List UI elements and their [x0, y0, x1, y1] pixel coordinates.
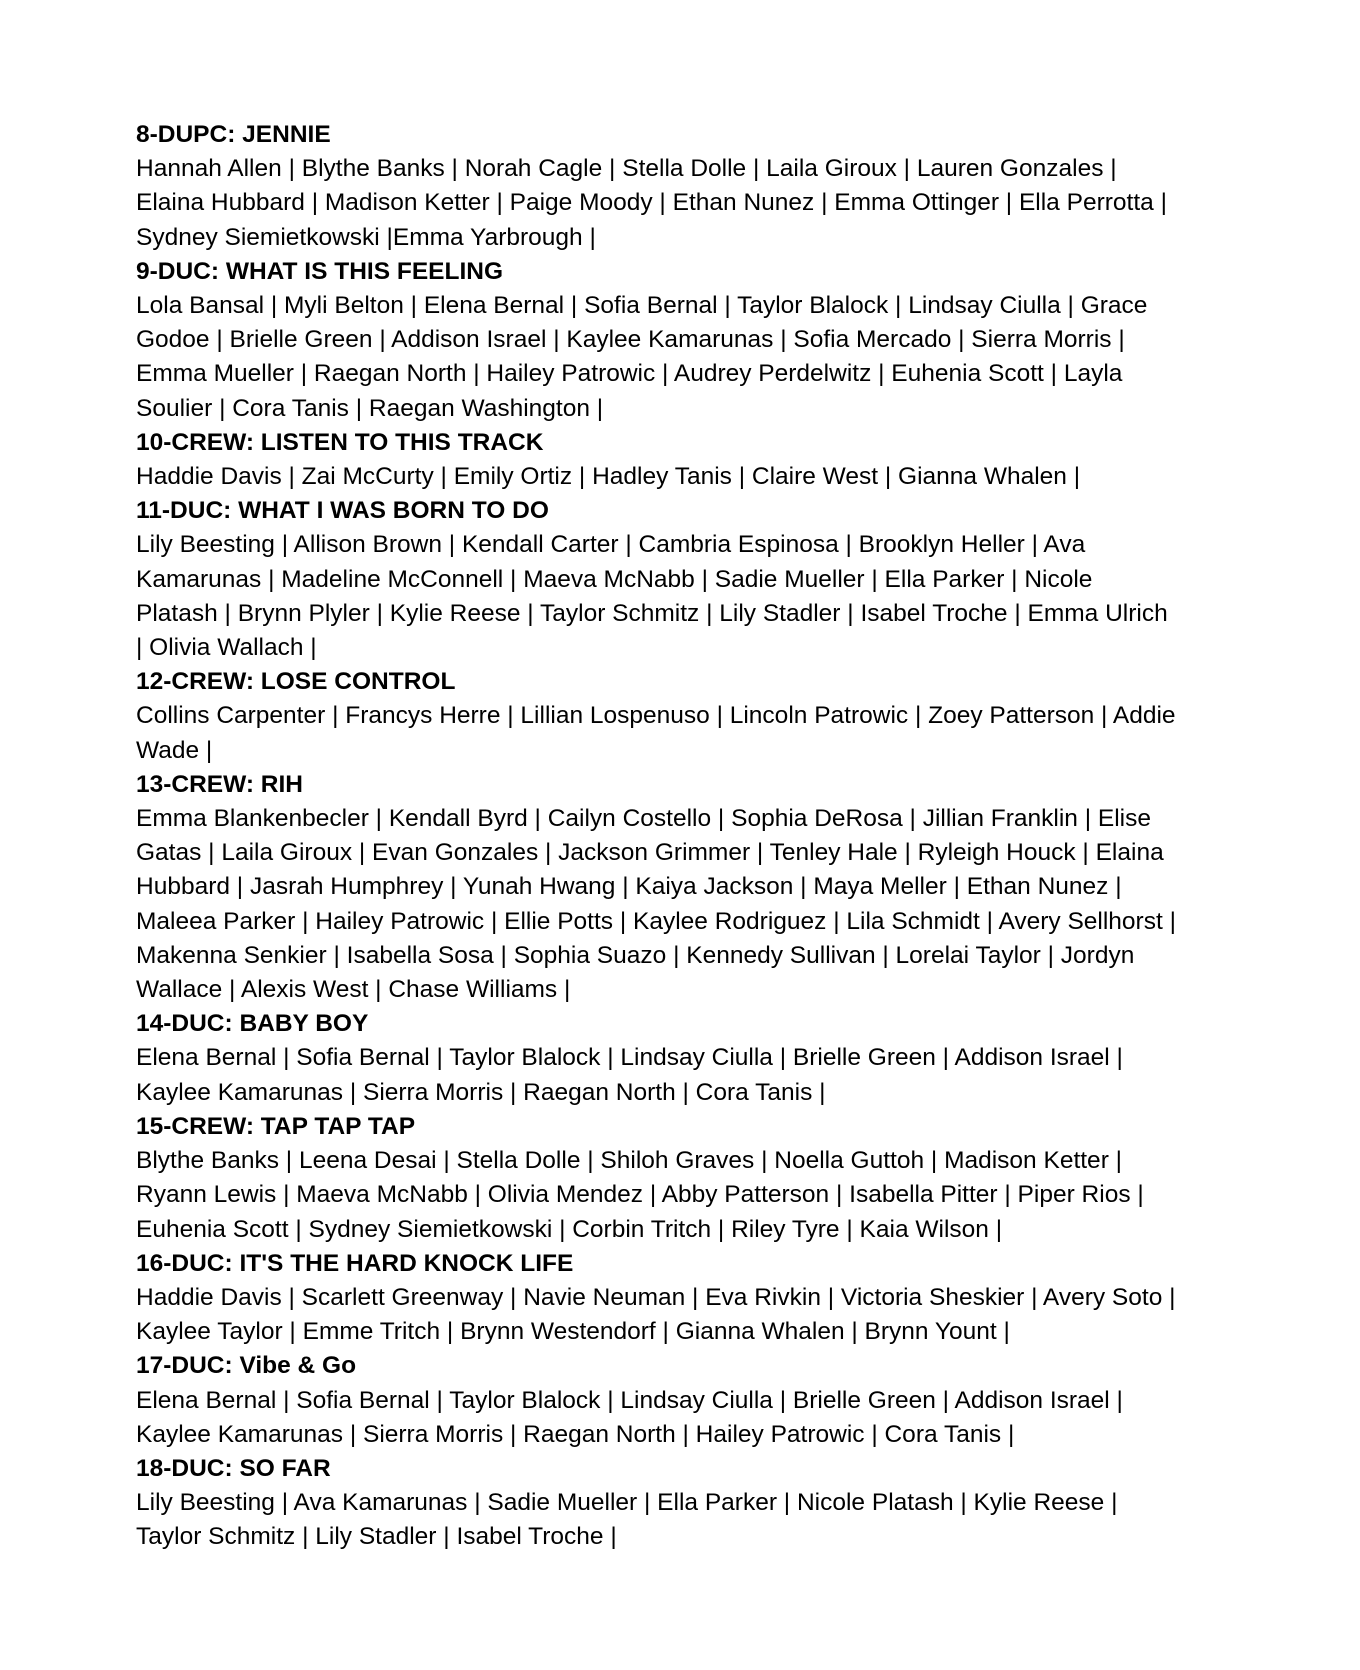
dancer-names-line: Sydney Siemietkowski |Emma Yarbrough |	[136, 223, 596, 251]
routine-section	[136, 665, 1236, 768]
dancer-names-line: Platash | Brynn Plyler | Kylie Reese | Taylor Schmitz | Lily Stadler | Isabel Troche | Emma Ulrich	[136, 599, 1168, 627]
dancer-names-line: Collins Carpenter | Francys Herre | Lillian Lospenuso | Lincoln Patrowic | Zoey Patterson | Addie	[136, 702, 1176, 730]
dancer-names-line: Lily Beesting | Allison Brown | Kendall Carter | Cambria Espinosa | Brooklyn Heller | Ava	[136, 531, 1086, 559]
dancer-names-line: Soulier | Cora Tanis | Raegan Washington |	[136, 394, 604, 422]
dancer-names-line: Kamarunas | Madeline McConnell | Maeva McNabb | Sadie Mueller | Ella Parker | Nicole	[136, 565, 1093, 593]
dancer-names-line: Blythe Banks | Leena Desai | Stella Dolle | Shiloh Graves | Noella Guttoh | Madison Ketter |	[136, 1147, 1123, 1175]
dancer-names-line: Emma Blankenbecler | Kendall Byrd | Cailyn Costello | Sophia DeRosa | Jillian Franklin | Elise	[136, 805, 1151, 833]
routine-section	[136, 118, 1236, 255]
dancer-names-line: Haddie Davis | Zai McCurty | Emily Ortiz | Hadley Tanis | Claire West | Gianna Whalen |	[136, 463, 1081, 491]
dancer-names-line: Elena Bernal | Sofia Bernal | Taylor Blalock | Lindsay Ciulla | Brielle Green | Addison Israel |	[136, 1044, 1123, 1072]
routine-section	[136, 1349, 1236, 1452]
dancer-names-line: Lola Bansal | Myli Belton | Elena Bernal | Sofia Bernal | Taylor Blalock | Lindsay Ciulla | Grace	[136, 292, 1148, 320]
routine-section	[136, 426, 1236, 494]
dancer-names-line: Taylor Schmitz | Lily Stadler | Isabel Troche |	[136, 1523, 617, 1551]
dancer-names-line: Kaylee Taylor | Emme Tritch | Brynn Westendorf | Gianna Whalen | Brynn Yount |	[136, 1318, 1010, 1346]
routine-heading: 17-DUC: Vibe & Go	[136, 1352, 357, 1380]
routine-heading: 8-DUPC: JENNIE	[136, 121, 331, 148]
routine-section	[136, 768, 1236, 1007]
routine-heading: 9-DUC: WHAT IS THIS FEELING	[136, 257, 504, 285]
dancer-names-line: Ryann Lewis | Maeva McNabb | Olivia Mendez | Abby Patterson | Isabella Pitter | Piper Rios |	[136, 1181, 1144, 1209]
dancer-names-line: | Olivia Wallach |	[136, 634, 317, 662]
dancer-names-line: Elena Bernal | Sofia Bernal | Taylor Blalock | Lindsay Ciulla | Brielle Green | Addison Israel |	[136, 1386, 1123, 1414]
dancer-names-line: Euhenia Scott | Sydney Siemietkowski | Corbin Tritch | Riley Tyre | Kaia Wilson |	[136, 1215, 1003, 1243]
dancer-names-line: Emma Mueller | Raegan North | Hailey Patrowic | Audrey Perdelwitz | Euhenia Scott | Layla	[136, 360, 1123, 388]
dancer-names-line: Maleea Parker | Hailey Patrowic | Ellie Potts | Kaylee Rodriguez | Lila Schmidt | Avery Sellhorst |	[136, 907, 1176, 935]
routine-list	[136, 118, 1236, 1555]
routine-section	[136, 1007, 1236, 1110]
routine-heading: 18-DUC: SO FAR	[136, 1454, 331, 1482]
dancer-names-line: Hannah Allen | Blythe Banks | Norah Cagle | Stella Dolle | Laila Giroux | Lauren Gonzales |	[136, 155, 1117, 183]
routine-section	[136, 494, 1236, 665]
dancer-names-line: Godoe | Brielle Green | Addison Israel | Kaylee Kamarunas | Sofia Mercado | Sierra Morris |	[136, 326, 1125, 354]
routine-section	[136, 1110, 1236, 1247]
routine-heading: 10-CREW: LISTEN TO THIS TRACK	[136, 428, 544, 456]
routine-heading: 13-CREW: RIH	[136, 770, 303, 798]
routine-section	[136, 1247, 1236, 1350]
dancer-names-line: Haddie Davis | Scarlett Greenway | Navie Neuman | Eva Rivkin | Victoria Sheskier | Avery Soto |	[136, 1283, 1176, 1311]
dancer-names-line: Kaylee Kamarunas | Sierra Morris | Raegan North | Hailey Patrowic | Cora Tanis |	[136, 1420, 1015, 1448]
routine-heading: 14-DUC: BABY BOY	[136, 1010, 369, 1038]
dancer-names-line: Kaylee Kamarunas | Sierra Morris | Raegan North | Cora Tanis |	[136, 1078, 826, 1106]
dancer-names-line: Wade |	[136, 736, 213, 764]
routine-section	[136, 255, 1236, 426]
dancer-names-line: Gatas | Laila Giroux | Evan Gonzales | Jackson Grimmer | Tenley Hale | Ryleigh Houck | Elaina	[136, 839, 1164, 867]
routine-heading: 11-DUC: WHAT I WAS BORN TO DO	[136, 497, 549, 525]
routine-heading: 12-CREW: LOSE CONTROL	[136, 668, 456, 696]
dancer-names-line: Hubbard | Jasrah Humphrey | Yunah Hwang | Kaiya Jackson | Maya Meller | Ethan Nunez |	[136, 873, 1122, 901]
dancer-names-line: Lily Beesting | Ava Kamarunas | Sadie Mueller | Ella Parker | Nicole Platash | Kylie Reese |	[136, 1489, 1118, 1517]
dancer-names-line: Elaina Hubbard | Madison Ketter | Paige Moody | Ethan Nunez | Emma Ottinger | Ella Perrotta |	[136, 189, 1167, 217]
routine-section	[136, 1452, 1236, 1555]
dancer-names-line: Wallace | Alexis West | Chase Williams |	[136, 976, 571, 1004]
dancer-names-line: Makenna Senkier | Isabella Sosa | Sophia Suazo | Kennedy Sullivan | Lorelai Taylor | Jordyn	[136, 941, 1135, 969]
document-page	[136, 118, 1236, 1555]
routine-heading: 16-DUC: IT'S THE HARD KNOCK LIFE	[136, 1249, 574, 1277]
routine-heading: 15-CREW: TAP TAP TAP	[136, 1112, 416, 1140]
